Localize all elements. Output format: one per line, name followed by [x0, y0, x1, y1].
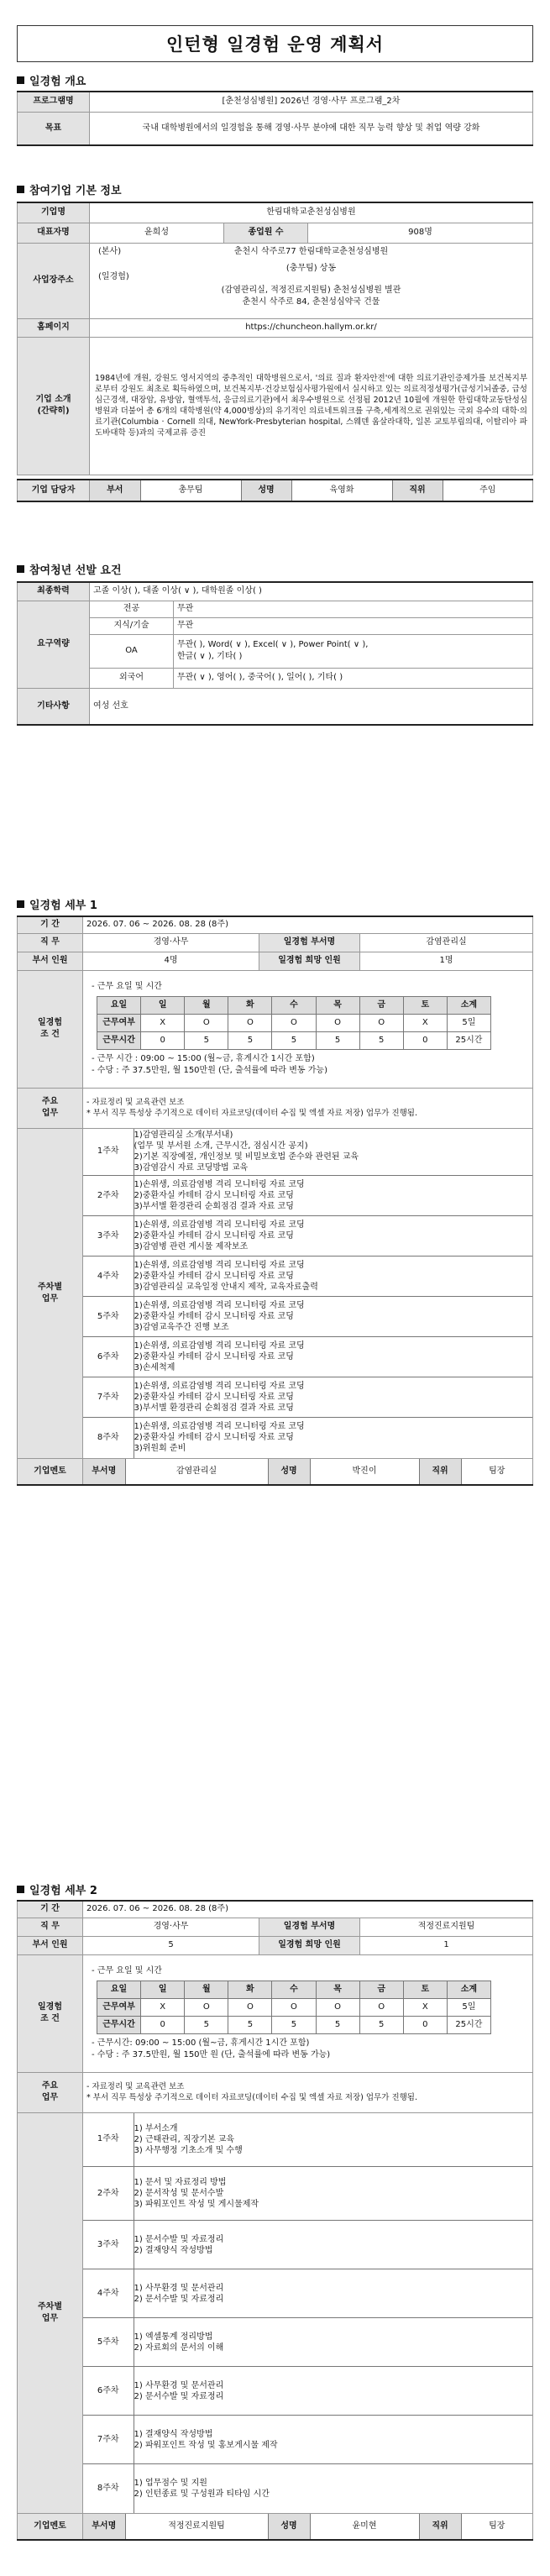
d2-count-label: 부서 인원 [18, 1936, 83, 1954]
manager-row [90, 480, 533, 501]
week-tasks: 1)손위생, 의료감염병 격리 모니터링 자료 코딩 2)중환자실 카테터 감시 모니터링 자료 코딩 3)감염병 관련 게시물 제작보조 [134, 1216, 532, 1257]
d1-weekly-label: 주차별 업무 [18, 1128, 83, 1458]
manager-name-label: 성명 [241, 480, 291, 501]
work-cell: O [359, 1999, 403, 2017]
hours-cell: 5 [316, 1032, 359, 1050]
d2-cond-line-1: - 근무 요일 및 시간 [92, 1966, 162, 1975]
week-tasks: 1) 업무점수 및 지원 2) 인턴종료 및 구성원과 티타임 시간 [134, 2464, 532, 2513]
d1-cond-line-3: - 수당 : 주 37.5만원, 월 150만원 (단, 출석률에 따라 변동 가능) [92, 1066, 327, 1075]
d2-job-label: 직 무 [18, 1918, 83, 1936]
week-tasks: 1) 엑셀통계 정리방법 2) 자료회의 문서의 이해 [134, 2318, 532, 2367]
oa-line-2: 한글( ∨ ), 기타( ) [177, 652, 243, 661]
hours-cell: 5 [228, 2017, 272, 2034]
manager-dept-label: 부서 [90, 480, 140, 501]
week-tasks: 1)손위생, 의료감염병 격리 모니터링 자료 코딩 2)중환자실 카테터 감시 모니터링 자료 코딩 3)감염관리실 교육일정 안내지 제작, 교육자료출력 [134, 1257, 532, 1297]
d1-main-value: - 자료정리 및 교육관련 보조 * 부서 직무 특성상 주기적으로 데이터 자료코딩(데이터 수집 및 엑셀 자료 저장) 업무가 진행됨. [83, 1088, 533, 1128]
d2-mentor-row [83, 2513, 533, 2540]
day-header: 요일 [97, 1981, 141, 1999]
address-main: 춘천시 삭주로77 한림대학교춘천성심병원 [233, 247, 389, 256]
work-cell: 5일 [447, 1999, 490, 2017]
company-table [17, 202, 533, 502]
week-tasks: 1)손위생, 의료감염병 격리 모니터링 자료 코딩 2)중환자실 카테터 감시 모니터링 자료 코딩 3)감염교육주간 진행 보조 [134, 1297, 532, 1337]
lang-label: 외국어 [90, 668, 174, 688]
hours-label: 근무시간 [97, 2017, 141, 2034]
manager-dept-value: 총무팀 [140, 480, 241, 501]
week-tasks: 1)손위생, 의료감염병 격리 모니터링 자료 코딩 2)중환자실 카테터 감시 모니터링 자료 코딩 3)위원회 준비 [134, 1418, 532, 1458]
work-cell: O [316, 1999, 359, 2017]
d2-cond-line-2: - 근무시간: 09:00 ~ 15:00 (월~금, 휴게시간 1시간 포함) [92, 2038, 310, 2048]
d2-hope-value: 1 [360, 1936, 533, 1954]
mentor-pos-label: 직위 [419, 1459, 461, 1484]
edu-label: 최종학력 [18, 582, 90, 601]
day-header: 월 [185, 1981, 228, 1999]
d1-weekly-cell [83, 1128, 533, 1458]
requirements-table [17, 581, 533, 726]
week-label: 2주차 [83, 1176, 134, 1216]
manager-label: 기업 담당자 [18, 480, 90, 501]
square-bullet-icon [17, 1886, 24, 1893]
homepage-link[interactable]: https://chuncheon.hallym.or.kr/ [90, 318, 533, 337]
document-title: 인턴형 일경험 운영 계획서 [17, 25, 533, 62]
hours-cell: 5 [185, 1032, 228, 1050]
d2-hope-label: 일경험 희망 인원 [259, 1936, 360, 1954]
req-label: 요구역량 [18, 601, 90, 688]
mentor-name-value: 윤미현 [310, 2514, 419, 2539]
square-bullet-icon [17, 186, 24, 193]
week-tasks: 1)손위생, 의료감염병 격리 모니터링 자료 코딩 2)중환자실 카테터 감시 모니터링 자료 코딩 3)부서별 환경관리 순회점검 결과 자료 코딩 [134, 1377, 532, 1418]
week-label: 3주차 [83, 2221, 134, 2269]
edu-value: 고졸 이상( ), 대졸 이상( ∨ ), 대학원졸 이상( ) [90, 582, 533, 601]
week-tasks: 1) 부서소개 2) 근태관리, 직장기본 교육 3) 사무행정 기초소개 및 수행 [134, 2113, 532, 2167]
hours-cell: 5 [272, 2017, 316, 2034]
lang-value: 무관( ∨ ), 영어( ), 중국어( ), 일어( ), 기타( ) [174, 668, 533, 688]
goal-label: 목표 [18, 112, 90, 145]
address-work: (감염관리실, 적정진료지원팀) 춘천성심병원 별관 춘천시 삭주로 84, 춘천성심약국 건물 [221, 286, 401, 307]
oa-value [174, 634, 533, 668]
d1-job-label: 직 무 [18, 933, 83, 952]
employees-label: 종업원 수 [224, 223, 308, 243]
section-title: 일경험 세부 1 [29, 900, 97, 912]
etc-label: 기타사항 [18, 688, 90, 725]
day-header: 일 [141, 1981, 185, 1999]
d1-mentor-row [83, 1458, 533, 1485]
company-value: 한림대학교춘천성심병원 [90, 202, 533, 223]
week-label: 7주차 [83, 1377, 134, 1418]
week-label: 6주차 [83, 2367, 134, 2416]
work-cell: O [272, 1015, 316, 1032]
d2-period-label: 기 간 [18, 1901, 83, 1918]
d1-mentor-label: 기업멘토 [18, 1458, 83, 1485]
day-header: 소계 [447, 1981, 490, 1999]
detail-2-table [17, 1900, 533, 2541]
hours-cell: 0 [141, 1032, 185, 1050]
oa-line-1: 무관( ), Word( ∨ ), Excel( ∨ ), Power Point( ∨ ), [177, 640, 369, 649]
d1-cond-cell [83, 970, 533, 1088]
employees-value: 908명 [308, 223, 533, 243]
major-value: 무관 [174, 601, 533, 617]
oa-label: OA [90, 634, 174, 668]
manager-name-value: 육영화 [291, 480, 392, 501]
hours-cell: 5 [185, 2017, 228, 2034]
d2-cond-line-3: - 수당 : 주 37.5만원, 월 150만 원 (단, 출석률에 따라 변동 가능) [92, 2050, 331, 2059]
hours-cell: 5 [316, 2017, 359, 2034]
mentor-name-label: 성명 [268, 1459, 310, 1484]
day-header: 월 [185, 997, 228, 1015]
work-cell: X [403, 1999, 447, 2017]
mentor-name-value: 박진이 [310, 1459, 419, 1484]
d1-cond-label: 일경험 조 건 [18, 970, 83, 1088]
work-cell: X [403, 1015, 447, 1032]
ceo-label: 대표자명 [18, 223, 90, 243]
mentor-dept-value: 감염관리실 [125, 1459, 268, 1484]
day-header: 금 [359, 997, 403, 1015]
hours-cell: 25시간 [447, 1032, 490, 1050]
week-label: 5주차 [83, 1297, 134, 1337]
work-cell: O [272, 1999, 316, 2017]
d1-hope-label: 일경험 희망 인원 [259, 952, 360, 970]
d2-schedule-table [97, 1981, 491, 2034]
d1-cond-line-1: - 근무 요일 및 시간 [92, 982, 162, 991]
week-label: 4주차 [83, 1257, 134, 1297]
week-tasks: 1)손위생, 의료감염병 격리 모니터링 자료 코딩 2)중환자실 카테터 감시 모니터링 자료 코딩 3)손세척제 [134, 1337, 532, 1377]
d2-main-label: 주요 업무 [18, 2072, 83, 2112]
week-label: 8주차 [83, 2464, 134, 2513]
section-heading-detail-1 [17, 896, 97, 912]
hours-cell: 0 [403, 2017, 447, 2034]
square-bullet-icon [17, 900, 24, 908]
d2-count-value: 5 [83, 1936, 259, 1954]
mentor-pos-value: 팀장 [489, 1466, 505, 1476]
work-cell: O [359, 1015, 403, 1032]
d1-dept-label: 일경험 부서명 [259, 933, 360, 952]
intro-label: 기업 소개 (간략히) [18, 337, 90, 475]
d2-dept-value: 적정진료지원팀 [360, 1918, 533, 1936]
hours-cell: 0 [141, 2017, 185, 2034]
program-label: 프로그램명 [18, 92, 90, 112]
work-cell: O [228, 1999, 272, 2017]
d2-dept-label: 일경험 부서명 [259, 1918, 360, 1936]
hours-cell: 5 [272, 1032, 316, 1050]
d2-weeks-table [83, 2113, 532, 2513]
company-label: 기업명 [18, 202, 90, 223]
work-cell: O [185, 1999, 228, 2017]
d2-cond-label: 일경험 조 건 [18, 1954, 83, 2072]
etc-value: 여성 선호 [90, 688, 533, 725]
mentor-dept-label: 부서명 [83, 2514, 125, 2539]
section-title: 참여청년 선발 요건 [29, 564, 122, 577]
week-label: 7주차 [83, 2416, 134, 2464]
work-label: 근무여부 [97, 1999, 141, 2017]
section-heading-requirements [17, 561, 122, 577]
hours-label: 근무시간 [97, 1032, 141, 1050]
homepage-label: 홈페이지 [18, 318, 90, 337]
week-tasks: 1)감염관리실 소개(부서내) (업무 및 부서원 소개, 근무시간, 점심시간 공지) 2)기본 직장예절, 개인정보 및 비밀보호법 준수와 관련된 교육 3)감염감시 자료 코딩방법 교육 [134, 1129, 532, 1176]
mentor-pos-label: 직위 [419, 2514, 461, 2539]
week-tasks: 1) 사무환경 및 문서관리 2) 문서수발 및 자료정리 [134, 2367, 532, 2416]
knowledge-label: 지식/기술 [90, 617, 174, 634]
square-bullet-icon [17, 565, 24, 573]
ceo-value: 윤희성 [90, 223, 224, 243]
week-tasks: 1) 결재양식 작성방법 2) 파워포인트 작성 및 홍보게시물 제작 [134, 2416, 532, 2464]
d1-main-label: 주요 업무 [18, 1088, 83, 1128]
week-label: 8주차 [83, 1418, 134, 1458]
address-work-tag: (일경험) [98, 272, 129, 281]
d2-main-value: - 자료정리 및 교육관련 보조 * 부서 직무 특성상 주기적으로 데이터 자료코딩(데이터 수집 및 엑셀 자료 저장) 업무가 진행됨. [83, 2072, 533, 2112]
overview-table [17, 91, 533, 146]
address-mid: (충무팀) 상동 [285, 264, 337, 273]
week-tasks: 1)손위생, 의료감염병 격리 모니터링 자료 코딩 2)중환자실 카테터 감시 모니터링 자료 코딩 3)부서별 환경관리 순회점검 결과 자료 코딩 [134, 1176, 532, 1216]
section-title: 일경험 개요 [29, 76, 86, 88]
mentor-pos-value: 팀장 [489, 2521, 505, 2531]
d1-hope-value: 1명 [360, 952, 533, 970]
d1-count-value: 4명 [83, 952, 259, 970]
day-header: 소계 [447, 997, 490, 1015]
section-heading-overview [17, 72, 86, 88]
hours-cell: 25시간 [447, 2017, 490, 2034]
d2-weekly-cell [83, 2112, 533, 2513]
work-label: 근무여부 [97, 1015, 141, 1032]
d2-period-value: 2026. 07. 06 ~ 2026. 08. 28 (8주) [83, 1901, 533, 1918]
d1-period-label: 기 간 [18, 916, 83, 933]
week-label: 1주차 [83, 2113, 134, 2167]
goal-value: 국내 대학병원에서의 일경험을 통해 경영·사무 분야에 대한 직무 능력 향상 및 취업 역량 강화 [90, 112, 533, 145]
work-cell: X [141, 1999, 185, 2017]
hours-cell: 5 [359, 2017, 403, 2034]
major-label: 전공 [90, 601, 174, 617]
work-cell: O [316, 1015, 359, 1032]
detail-1-table [17, 916, 533, 1486]
week-tasks: 1) 문서수발 및 자료정리 2) 결재양식 작성방법 [134, 2221, 532, 2269]
mentor-name-label: 성명 [268, 2514, 310, 2539]
d1-dept-value: 감염관리실 [360, 933, 533, 952]
week-label: 5주차 [83, 2318, 134, 2367]
week-label: 4주차 [83, 2269, 134, 2318]
square-bullet-icon [17, 76, 24, 84]
week-label: 6주차 [83, 1337, 134, 1377]
week-label: 1주차 [83, 1129, 134, 1176]
d1-count-label: 부서 인원 [18, 952, 83, 970]
knowledge-value: 무관 [174, 617, 533, 634]
day-header: 수 [272, 997, 316, 1015]
day-header: 화 [228, 1981, 272, 1999]
hours-cell: 5 [359, 1032, 403, 1050]
d1-job-value: 경영·사무 [83, 933, 259, 952]
d1-cond-line-2: - 근무 시간 : 09:00 ~ 15:00 (월~금, 휴게시간 1시간 포함) [92, 1054, 315, 1063]
work-cell: 5일 [447, 1015, 490, 1032]
work-cell: X [141, 1015, 185, 1032]
mentor-dept-value: 적정진료지원팀 [125, 2514, 268, 2539]
d2-job-value: 경영·사무 [83, 1918, 259, 1936]
week-label: 3주차 [83, 1216, 134, 1257]
intro-value: 1984년에 개원, 강원도 영서지역의 중추적인 대학병원으로서, '의료 질과 환자안전'에 대한 의료기관인증제가를 보건복지부로부터 강원도 최초로 획득하였으며, 보건복지부·건강보험심사평가원에서 실시하고 있는 의료적정성평가(급성기뇌졸중, 급성심근경색, 대장암, 유방암, 혈액투석, 응급의료기관)에서 최우수병원으로 선정됨 2012년 10월에 개원한 한림대학교동탄성심병원과 더불어 총 6개의 대학병원(약 4,000병상)의 유기적인 의료네트워크를 구축,세계적으로 권위있는 국외 유수의 대학·의료기관(Columbia · Cornell 의대, NewYork-Presbyterian hospital, 스웨덴 웁살라대학, 일본 교토부립의대, 이탈리아 파도바대학 등)과의 국제교류 증진 [90, 337, 533, 475]
address-value [90, 243, 533, 318]
week-tasks: 1) 사무환경 및 문서관리 2) 문서수발 및 자료정리 [134, 2269, 532, 2318]
d1-schedule-table [97, 996, 491, 1050]
section-heading-company [17, 181, 122, 197]
mentor-dept-label: 부서명 [83, 1459, 125, 1484]
day-header: 수 [272, 1981, 316, 1999]
day-header: 목 [316, 1981, 359, 1999]
section-title: 일경험 세부 2 [29, 1885, 97, 1897]
address-label: 사업장주소 [18, 243, 90, 318]
section-title: 참여기업 기본 정보 [29, 185, 122, 197]
work-cell: O [228, 1015, 272, 1032]
manager-pos-value: 주임 [443, 480, 532, 501]
hours-cell: 0 [403, 1032, 447, 1050]
section-heading-detail-2 [17, 1881, 97, 1897]
day-header: 일 [141, 997, 185, 1015]
day-header: 토 [403, 1981, 447, 1999]
d1-weeks-table [83, 1129, 532, 1458]
d2-mentor-label: 기업멘토 [18, 2513, 83, 2540]
d2-cond-cell [83, 1954, 533, 2072]
day-header: 요일 [97, 997, 141, 1015]
manager-pos-label: 직위 [392, 480, 443, 501]
day-header: 금 [359, 1981, 403, 1999]
d1-period-value: 2026. 07. 06 ~ 2026. 08. 28 (8주) [83, 916, 533, 933]
day-header: 화 [228, 997, 272, 1015]
program-value: [춘천성심병원] 2026년 경영·사무 프로그램_2차 [90, 92, 533, 112]
day-header: 목 [316, 997, 359, 1015]
day-header: 토 [403, 997, 447, 1015]
address-main-tag: (본사) [98, 247, 122, 256]
hours-cell: 5 [228, 1032, 272, 1050]
d2-weekly-label: 주차별 업무 [18, 2112, 83, 2513]
week-tasks: 1) 문서 및 자료정리 방법 2) 문서작성 및 문서수발 3) 파워포인트 작성 및 게시물제작 [134, 2167, 532, 2221]
work-cell: O [185, 1015, 228, 1032]
week-label: 2주차 [83, 2167, 134, 2221]
